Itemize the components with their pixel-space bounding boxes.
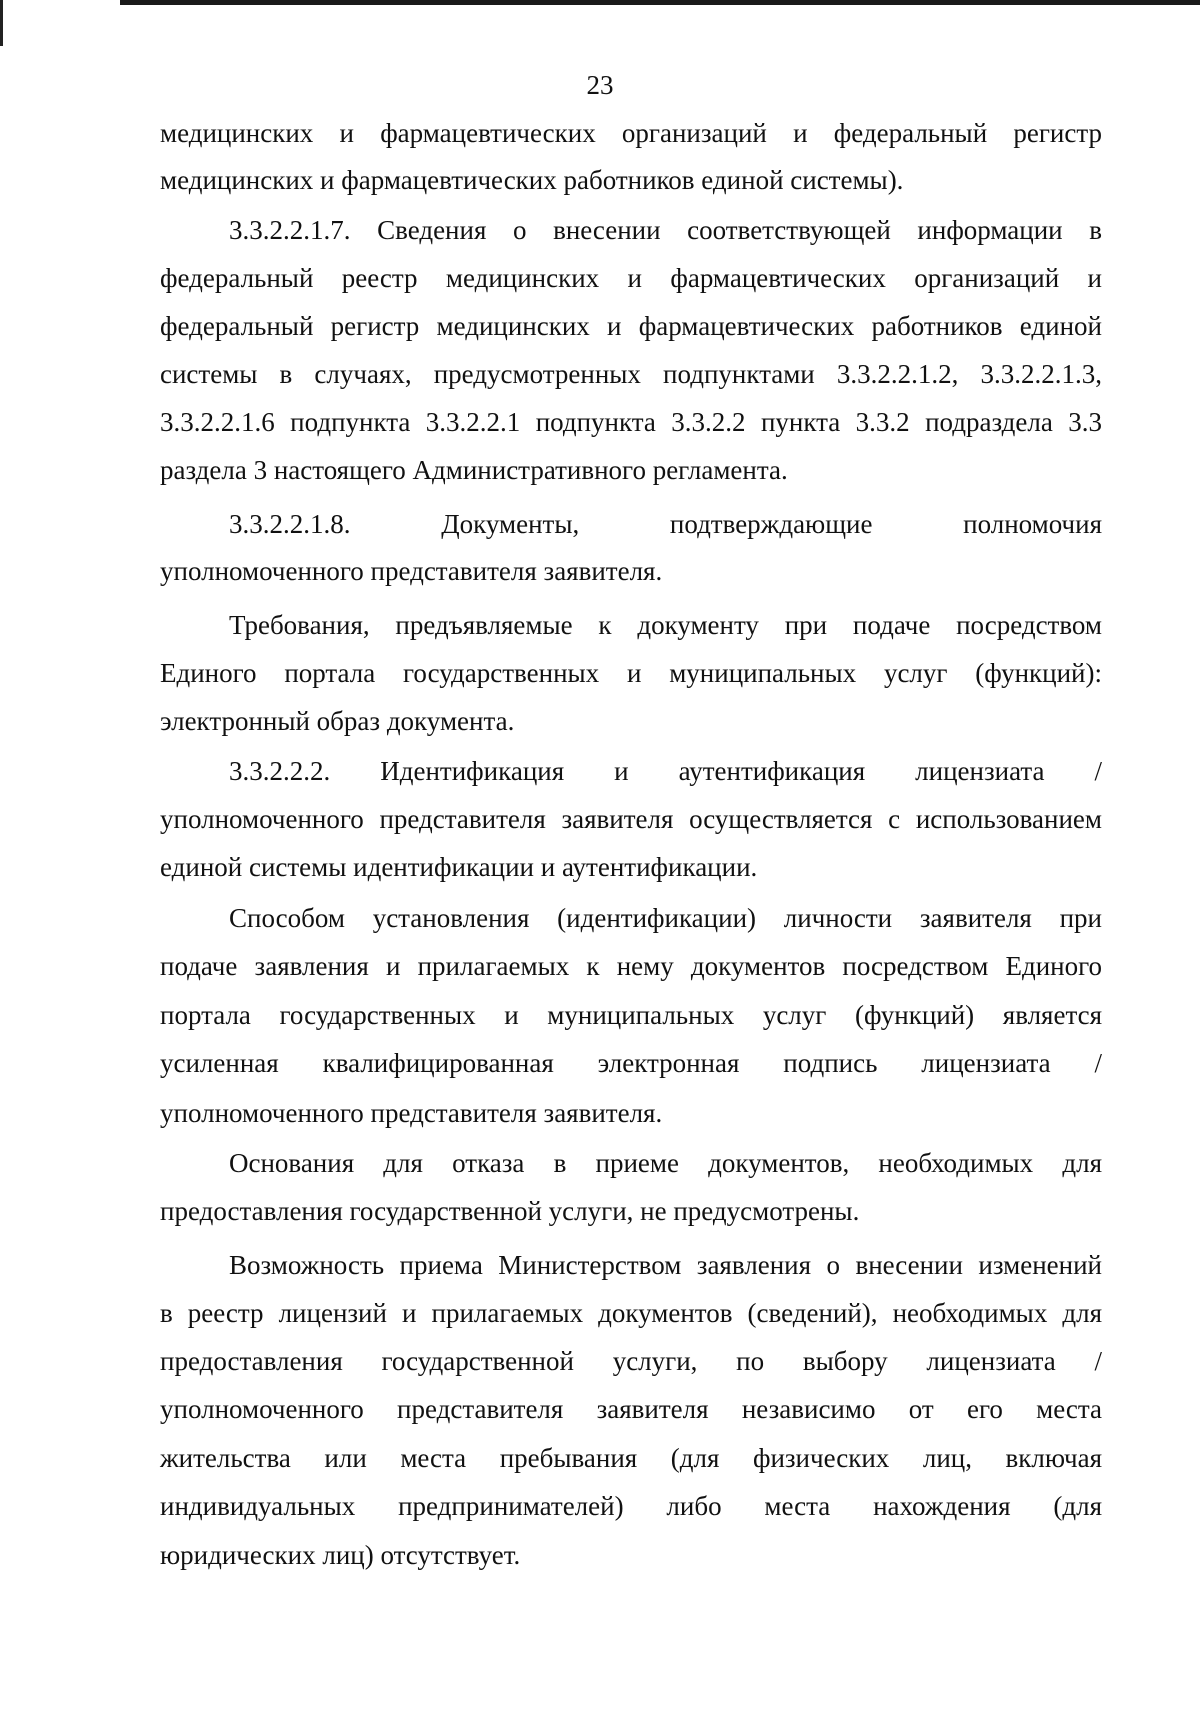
text-line: 3.3.2.2.2. Идентификация и аутентификация лицензиата /	[229, 756, 1102, 786]
text-line: жительства или места пребывания (для физических лиц, включая	[160, 1443, 1102, 1473]
text-line: Единого портала государственных и муниципальных услуг (функций):	[160, 658, 1102, 688]
text-line: Способом установления (идентификации) личности заявителя при	[229, 903, 1102, 933]
text-line: федеральный регистр медицинских и фармацевтических работников единой	[160, 311, 1102, 341]
scan-left-edge	[0, 0, 3, 46]
text-line: портала государственных и муниципальных услуг (функций) является	[160, 1000, 1102, 1030]
text-line: Возможность приема Министерством заявления о внесении изменений	[229, 1250, 1102, 1280]
text-line: уполномоченного представителя заявителя независимо от его места	[160, 1394, 1102, 1424]
text-line: медицинских и фармацевтических организаций и федеральный регистр	[160, 118, 1102, 148]
scan-top-edge	[120, 0, 1200, 5]
text-line: усиленная квалифицированная электронная подпись лицензиата /	[160, 1048, 1102, 1078]
text-line: индивидуальных предпринимателей) либо места нахождения (для	[160, 1491, 1102, 1521]
text-line: уполномоченного представителя заявителя осуществляется с использованием	[160, 804, 1102, 834]
text-line: медицинских и фармацевтических работников единой системы).	[160, 165, 904, 195]
text-line: раздела 3 настоящего Административного регламента.	[160, 455, 788, 485]
page-number: 23	[586, 70, 614, 100]
text-line: юридических лиц) отсутствует.	[160, 1540, 521, 1570]
text-line: федеральный реестр медицинских и фармацевтических организаций и	[160, 263, 1102, 293]
text-line: уполномоченного представителя заявителя.	[160, 556, 663, 586]
text-line: единой системы идентификации и аутентификации.	[160, 852, 758, 882]
text-line: подаче заявления и прилагаемых к нему документов посредством Единого	[160, 951, 1102, 981]
text-line: Требования, предъявляемые к документу при подаче посредством	[229, 610, 1102, 640]
text-line: Основания для отказа в приеме документов, необходимых для	[229, 1148, 1102, 1178]
text-line: в реестр лицензий и прилагаемых документов (сведений), необходимых для	[160, 1298, 1102, 1328]
text-line: 3.3.2.2.1.8. Документы, подтверждающие полномочия	[229, 509, 1102, 539]
text-line: предоставления государственной услуги, по выбору лицензиата /	[160, 1346, 1102, 1376]
text-line: уполномоченного представителя заявителя.	[160, 1098, 663, 1128]
text-line: предоставления государственной услуги, не предусмотрены.	[160, 1196, 860, 1226]
text-line: электронный образ документа.	[160, 706, 515, 736]
text-line: 3.3.2.2.1.6 подпункта 3.3.2.2.1 подпункта 3.3.2.2 пункта 3.3.2 подраздела 3.3	[160, 407, 1102, 437]
text-line: 3.3.2.2.1.7. Сведения о внесении соответствующей информации в	[229, 215, 1102, 245]
text-line: системы в случаях, предусмотренных подпунктами 3.3.2.2.1.2, 3.3.2.2.1.3,	[160, 359, 1102, 389]
